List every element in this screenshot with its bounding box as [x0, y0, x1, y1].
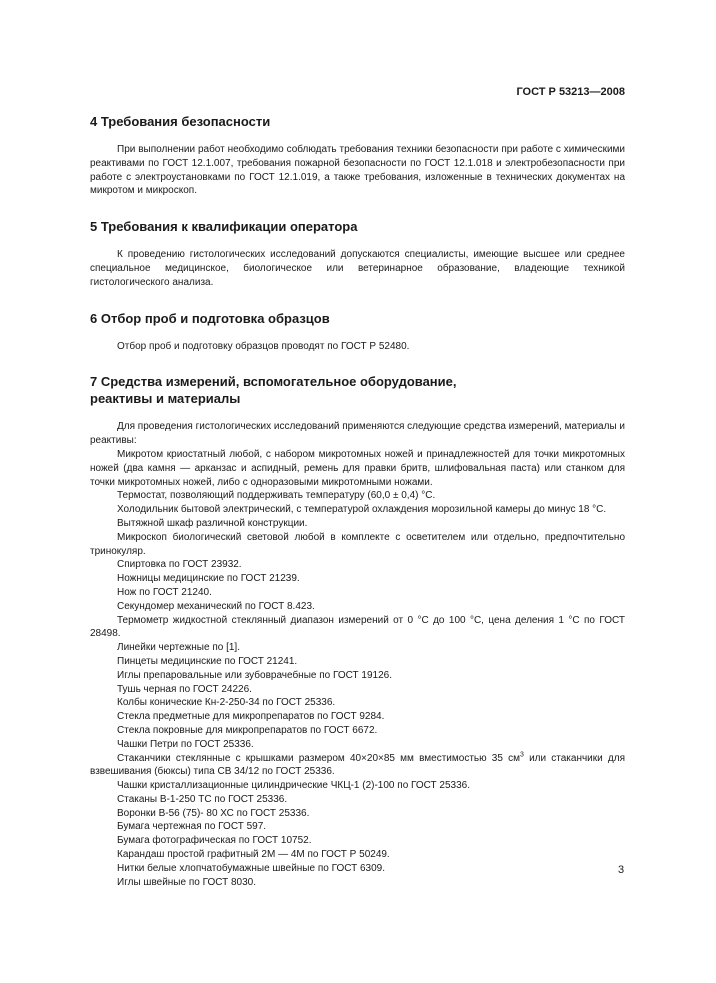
- list-item: Стекла покровные для микропрепаратов по ГОСТ 6672.: [117, 724, 378, 736]
- section-4-heading: 4 Требования безопасности: [90, 114, 271, 129]
- list-item: Холодильник бытовой электрический, с температурой охлаждения морозильной камеры до минус 18 °С.: [117, 504, 607, 516]
- list-item: Для проведения гистологических исследований применяются следующие средства измерений, материалы и реактивы:: [90, 421, 625, 447]
- list-item: Чашки кристаллизационные цилиндрические ЧКЦ-1 (2)-100 по ГОСТ 25336.: [117, 780, 471, 792]
- beakers-text-end: или стаканчики для взвешивания (бюксы) типа СВ 34/12 по ГОСТ 25336.: [90, 752, 625, 778]
- list-item: Чашки Петри по ГОСТ 25336.: [117, 738, 254, 750]
- list-item: Стекла предметные для микропрепаратов по ГОСТ 9284.: [117, 711, 385, 723]
- list-item: Пинцеты медицинские по ГОСТ 21241.: [117, 655, 298, 667]
- list-item: Стаканы В-1-250 ТС по ГОСТ 25336.: [117, 793, 288, 805]
- list-item: Колбы конические Кн-2-250-34 по ГОСТ 25336.: [117, 697, 336, 709]
- list-item: Карандаш простой графитный 2М — 4М по ГОСТ Р 50249.: [117, 849, 390, 861]
- list-item: Вытяжной шкаф различной конструкции.: [117, 517, 308, 529]
- list-item: Иглы швейные по ГОСТ 8030.: [117, 876, 257, 888]
- list-item: Нитки белые хлопчатобумажные швейные по ГОСТ 6309.: [117, 862, 386, 874]
- list-item: Линейки чертежные по [1].: [117, 642, 240, 654]
- list-item: Тушь черная по ГОСТ 24226.: [117, 683, 252, 695]
- beakers-text: Стаканчики стеклянные с крышками размером 40×20×85 мм вместимостью 35 см: [117, 752, 520, 764]
- page-content: [90, 113, 625, 889]
- list-item: Микроскоп биологический световой любой в комплекте с осветителем или отдельно, предпочтительно тринокуляр.: [90, 531, 625, 557]
- section-5-heading: 5 Требования к квалификации оператора: [90, 219, 358, 235]
- list-item: Бумага фотографическая по ГОСТ 10752.: [117, 835, 312, 847]
- page-number: 3: [618, 864, 625, 876]
- list-item-beakers: [90, 752, 625, 780]
- list-item: Термостат, позволяющий поддерживать температуру (60,0 ± 0,4) °С.: [117, 490, 436, 502]
- list-item: Термометр жидкостной стеклянный диапазон измерений от 0 °С до 100 °С, цена деления 1 °С по ГОСТ 28498.: [90, 614, 625, 640]
- section-7-body: [90, 420, 625, 889]
- list-item: Спиртовка по ГОСТ 23932.: [117, 559, 242, 571]
- cubic-superscript: 3: [519, 751, 524, 759]
- section-5-paragraph: К проведению гистологических исследований допускаются специалисты, имеющие высшее или среднее специальное медицинское, биологическое или ветеринарное образование, владеющие техникой гистологического анализа.: [90, 249, 625, 288]
- list-item: Бумага чертежная по ГОСТ 597.: [117, 821, 267, 833]
- document-code: ГОСТ Р 53213—2008: [516, 86, 625, 98]
- list-item: Ножницы медицинские по ГОСТ 21239.: [117, 573, 300, 585]
- list-item: Микротом криостатный любой, с набором микротомных ножей и принадлежностей для точки микротомных ножей (два камня — арканзас и аспидный, ремень для правки бритв, шлифовальная паста) или станком для точки микротомных ножей, либо с одноразовыми микротомными ножами.: [90, 448, 625, 488]
- list-item: Воронки В-56 (75)- 80 ХС по ГОСТ 25336.: [117, 807, 310, 819]
- section-6-heading: 6 Отбор проб и подготовка образцов: [90, 310, 330, 326]
- section-4-paragraph: При выполнении работ необходимо соблюдать требования техники безопасности при работе с химическими реактивами по ГОСТ 12.1.007, требования пожарной безопасности по ГОСТ 12.1.018 и электробезопасности при работе с электроустановками по ГОСТ 12.1.019, а также требования, изложенные в технических документах на микротом и микроскоп.: [90, 144, 625, 197]
- list-item: Секундомер механический по ГОСТ 8.423.: [117, 600, 315, 612]
- section-6-paragraph: Отбор проб и подготовку образцов проводят по ГОСТ Р 52480.: [117, 340, 410, 352]
- list-item: Нож по ГОСТ 21240.: [117, 586, 212, 598]
- section-7-heading: 7 Средства измерений, вспомогательное оборудование, реактивы и материалы: [90, 374, 457, 407]
- list-item: Иглы препаровальные или зубоврачебные по ГОСТ 19126.: [117, 669, 392, 681]
